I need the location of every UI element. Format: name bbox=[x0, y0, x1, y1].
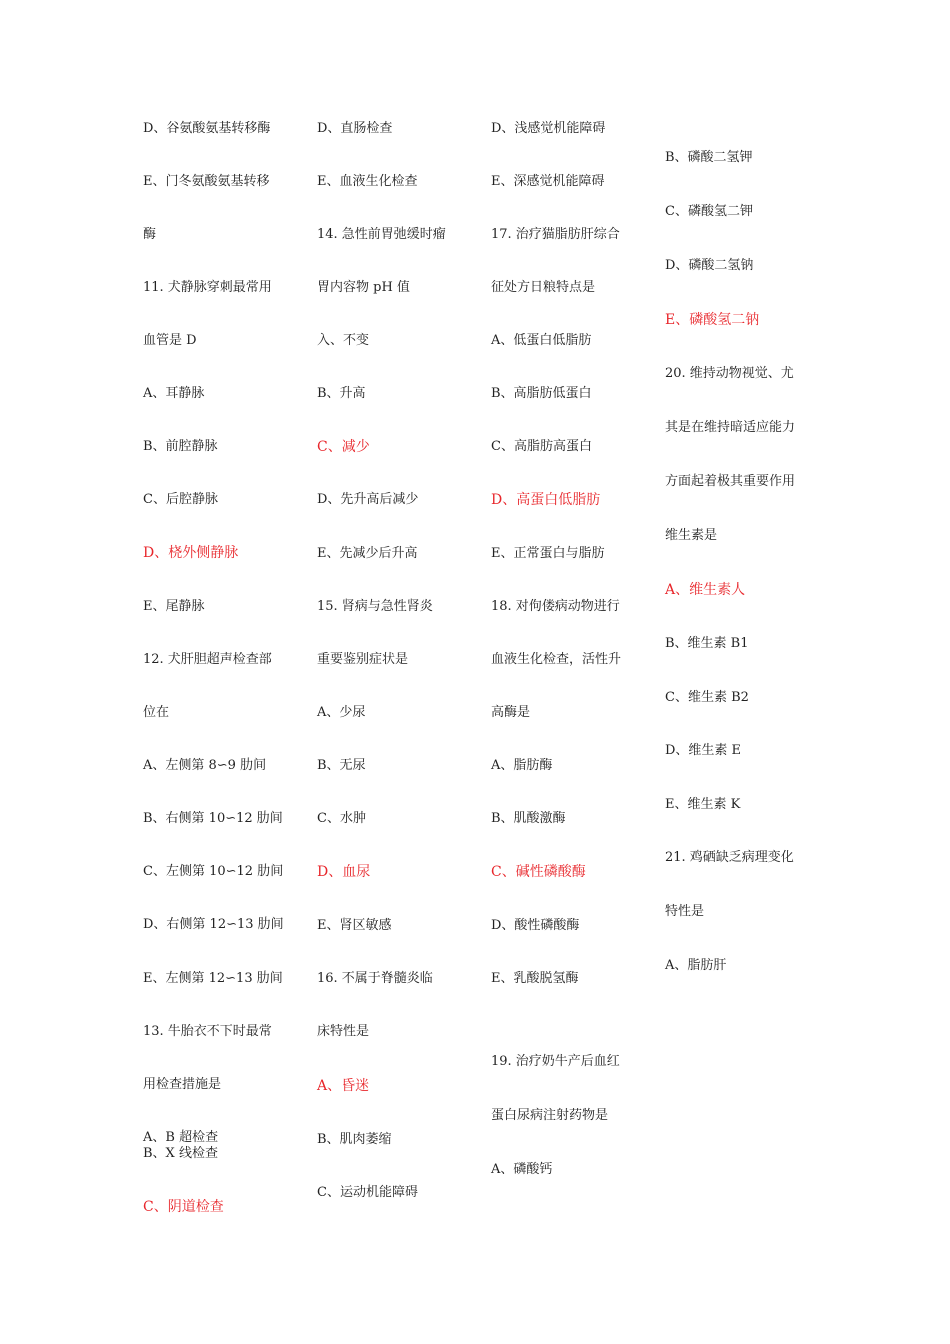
question-text-line: C、磷酸氢二钾 bbox=[665, 204, 753, 219]
question-text-line: B、右侧第 10∽12 肋间 bbox=[143, 811, 283, 826]
question-text-line: E、乳酸脱氢酶 bbox=[491, 971, 579, 986]
question-text-line: 14. 急性前胃弛缓时瘤 bbox=[317, 227, 446, 242]
question-text-line: 血液生化检查，活性升 bbox=[491, 652, 622, 667]
question-text-line: C、运动机能障碍 bbox=[317, 1185, 418, 1200]
question-text-line: B、磷酸二氢钾 bbox=[665, 150, 753, 165]
question-text-line: 用检查措施是 bbox=[143, 1077, 222, 1092]
question-text-line: B、X 线检查 bbox=[143, 1146, 218, 1161]
question-text-line: C、维生素 B2 bbox=[665, 690, 749, 705]
question-text-line: 位在 bbox=[143, 705, 170, 720]
question-text-line: 血管是 D bbox=[143, 333, 197, 348]
question-text-line: E、左侧第 12∽13 肋间 bbox=[143, 971, 283, 986]
question-text-line: D、右侧第 12∽13 肋间 bbox=[143, 917, 284, 932]
question-text-line: A、耳静脉 bbox=[143, 386, 205, 401]
question-text-line: C、水肿 bbox=[317, 811, 366, 826]
question-text-line: 18. 对佝偻病动物进行 bbox=[491, 599, 620, 614]
question-text-line: 蛋白尿病注射药物是 bbox=[491, 1108, 609, 1123]
answer-option-highlighted: C、阴道检查 bbox=[143, 1199, 224, 1215]
question-text-line: D、先升高后减少 bbox=[317, 492, 419, 507]
question-text-line: A、脂肪肝 bbox=[665, 958, 727, 973]
answer-option-highlighted: C、碱性磷酸酶 bbox=[491, 864, 586, 880]
question-text-line: D、直肠检查 bbox=[317, 121, 393, 136]
question-text-line: C、后腔静脉 bbox=[143, 492, 218, 507]
question-text-line: D、磷酸二氢钠 bbox=[665, 258, 754, 273]
question-text-line: E、肾区敏感 bbox=[317, 918, 392, 933]
question-text-line: 胃内容物 pH 值 bbox=[317, 280, 410, 295]
question-text-line: 方面起着极其重要作用 bbox=[665, 474, 796, 489]
question-text-line: 床特性是 bbox=[317, 1024, 370, 1039]
question-text-line: E、尾静脉 bbox=[143, 599, 205, 614]
question-text-line: 13. 牛胎衣不下时最常 bbox=[143, 1024, 272, 1039]
answer-option-highlighted: D、血尿 bbox=[317, 864, 371, 880]
question-text-line: 征处方日粮特点是 bbox=[491, 280, 596, 295]
question-text-line: 其是在维持暗适应能力 bbox=[665, 420, 796, 435]
question-text-line: 11. 犬静脉穿刺最常用 bbox=[143, 280, 272, 295]
question-text-line: A、磷酸钙 bbox=[491, 1162, 553, 1177]
question-text-line: 15. 肾病与急性肾炎 bbox=[317, 599, 433, 614]
answer-option-highlighted: A、昏迷 bbox=[317, 1078, 370, 1094]
question-text-line: E、维生素 K bbox=[665, 797, 741, 812]
question-text-line: E、血液生化检查 bbox=[317, 174, 418, 189]
answer-option-highlighted: E、磷酸氢二钠 bbox=[665, 312, 760, 328]
question-text-line: 12. 犬肝胆超声检查部 bbox=[143, 652, 272, 667]
answer-option-highlighted: C、减少 bbox=[317, 439, 370, 455]
question-text-line: 酶 bbox=[143, 227, 157, 242]
question-text-line: B、维生素 B1 bbox=[665, 636, 749, 651]
question-text-line: D、维生素 E bbox=[665, 743, 742, 758]
question-text-line: 19. 治疗奶牛产后血红 bbox=[491, 1054, 620, 1069]
question-text-line: A、脂肪酶 bbox=[491, 758, 553, 773]
question-text-line: B、肌酸激酶 bbox=[491, 811, 566, 826]
question-text-line: D、浅感觉机能障碍 bbox=[491, 121, 606, 136]
question-text-line: 重要鉴别症状是 bbox=[317, 652, 409, 667]
question-text-line: E、正常蛋白与脂肪 bbox=[491, 546, 605, 561]
question-text-line: E、深感觉机能障碍 bbox=[491, 174, 605, 189]
answer-option-highlighted: D、高蛋白低脂肪 bbox=[491, 492, 601, 508]
question-text-line: 21. 鸡硒缺乏病理变化 bbox=[665, 850, 794, 865]
question-text-line: 16. 不属于脊髓炎临 bbox=[317, 971, 433, 986]
question-text-line: 特性是 bbox=[665, 904, 705, 919]
question-text-line: E、门冬氨酸氨基转移 bbox=[143, 174, 270, 189]
question-text-line: A、低蛋白低脂肪 bbox=[491, 333, 592, 348]
question-text-line: B、无尿 bbox=[317, 758, 366, 773]
answer-option-highlighted: D、桡外侧静脉 bbox=[143, 545, 239, 561]
question-text-line: B、升高 bbox=[317, 386, 366, 401]
question-text-line: A、少尿 bbox=[317, 705, 366, 720]
question-text-line: B、高脂肪低蛋白 bbox=[491, 386, 592, 401]
question-text-line: D、酸性磷酸酶 bbox=[491, 918, 580, 933]
question-text-line: B、前腔静脉 bbox=[143, 439, 218, 454]
question-text-line: B、肌肉萎缩 bbox=[317, 1132, 392, 1147]
question-text-line: 入、不变 bbox=[317, 333, 370, 348]
question-text-line: C、高脂肪高蛋白 bbox=[491, 439, 592, 454]
question-text-line: A、左侧第 8∽9 肋间 bbox=[143, 758, 267, 773]
question-text-line: 高酶是 bbox=[491, 705, 531, 720]
question-text-line: A、B 超检查 bbox=[143, 1130, 219, 1145]
question-text-line: 17. 治疗猫脂肪肝综合 bbox=[491, 227, 620, 242]
question-text-line: C、左侧第 10∽12 肋间 bbox=[143, 864, 284, 879]
question-text-line: 20. 维持动物视觉、尤 bbox=[665, 366, 794, 381]
answer-option-highlighted: A、维生素人 bbox=[665, 582, 746, 598]
question-text-line: E、先减少后升高 bbox=[317, 546, 418, 561]
question-text-line: D、谷氨酸氨基转移酶 bbox=[143, 121, 271, 136]
question-text-line: 维生素是 bbox=[665, 528, 718, 543]
